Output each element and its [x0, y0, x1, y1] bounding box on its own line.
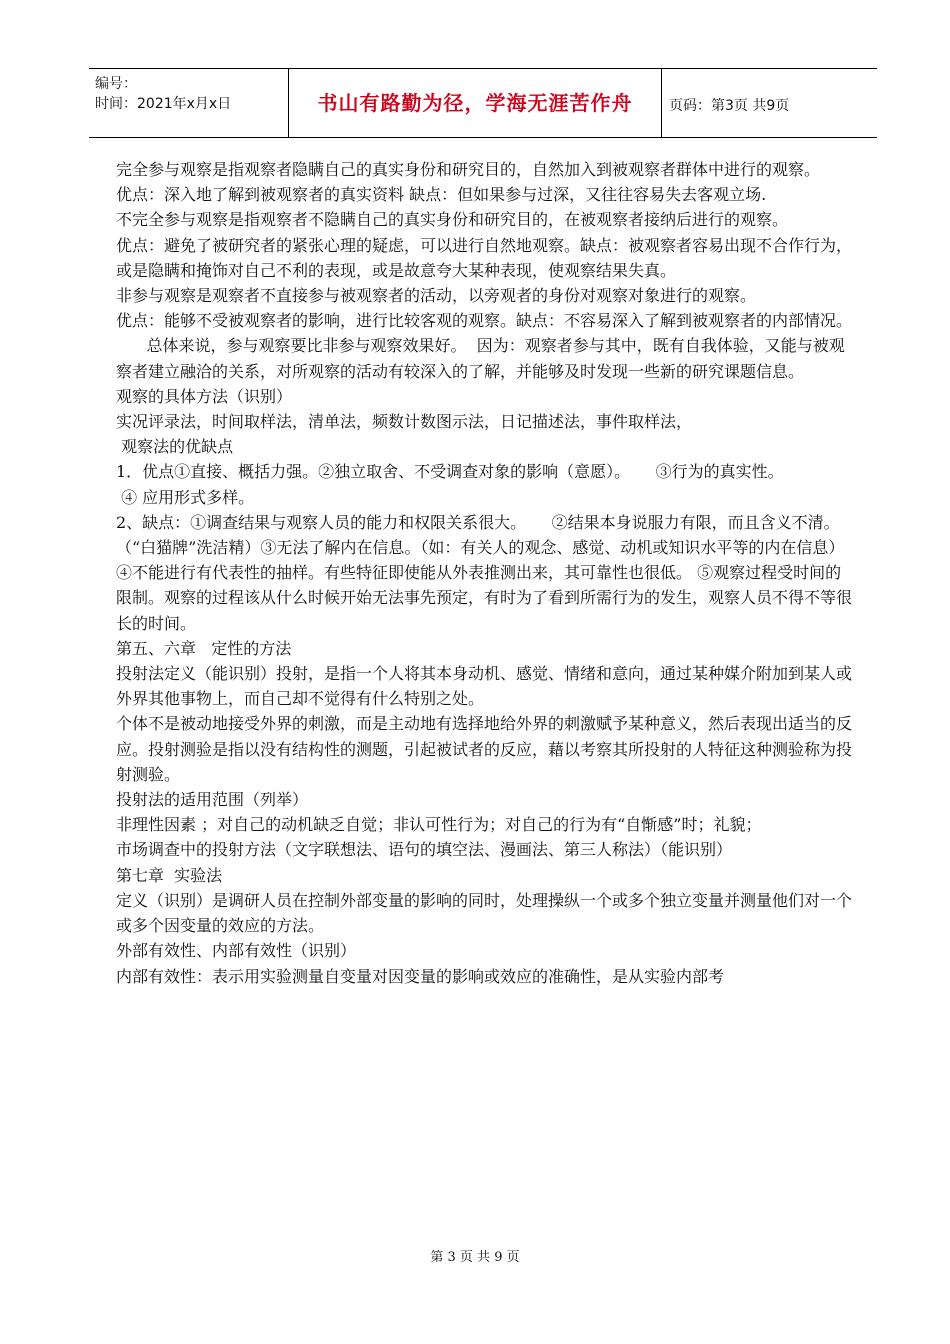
section-heading: 投射法的适用范围（列举） [116, 790, 309, 810]
page-label: 页码：第3页 共9页 [669, 98, 790, 114]
chapter-heading: 第五、六章 定性的方法 [116, 638, 292, 658]
paragraph: 内部有效性：表示用实验测量自变量对因变量的影响或效应的准确性，是从实验内部考 [116, 966, 725, 986]
paragraph: 完全参与观察是指观察者隐瞒自己的真实身份和研究目的，自然加入到被观察者群体中进行的观察。 [116, 160, 821, 179]
paragraph: 市场调查中的投射方法（文字联想法、语句的填空法、漫画法、第三人称法）（能识别） [116, 840, 733, 860]
header-motto [288, 69, 662, 137]
paragraph: 实况评录法，时间取样法，清单法，频数计数图示法，日记描述法，事件取样法， [116, 412, 693, 432]
header-page-info [661, 69, 877, 137]
header-meta [89, 69, 287, 137]
chapter-heading: 第七章 实验法 [116, 865, 223, 885]
paragraph: 2、缺点：①调查结果与观察人员的能力和权限关系很大。 ②结果本身说服力有限，而且含义不清。（“白猫牌”洗洁精）③无法了解内在信息。（如：有关人的观念、感觉、动机或知识水平等的内在信息） ④不能进行有代表性的抽样。有些特征即使能从外表推测出来，其可靠性也很低。 ⑤观察过程受时间的限制。观察的过程该从什么时候开始无法事先预定，有时为了看到所需行为的发生，观察人员不得不等很长的时间。 [116, 512, 853, 633]
section-heading: 外部有效性、内部有效性（识别） [116, 941, 357, 961]
paragraph: 总体来说，参与观察要比非参与观察效果好。 因为：观察者参与其中，既有自我体验，又能与被观察者建立融洽的关系，对所观察的活动有较深入的了解，并能够及时发现一些新的研究课题信息。 [116, 336, 845, 381]
paragraph: 优点：深入地了解到被观察者的真实资料 缺点：但如果参与过深，又往往容易失去客观立场. [116, 185, 767, 205]
paragraph: 定义（识别）是调研人员在控制外部变量的影响的同时，处理操纵一个或多个独立变量并测量他们对一个或多个因变量的效应的方法。 [116, 890, 853, 936]
paragraph: 优点：避免了被研究者的紧张心理的疑虑，可以进行自然地观察。缺点：被观察者容易出现不合作行为，或是隐瞒和掩饰对自己不利的表现，或是故意夸大某种表现，使观察结果失真。 [116, 235, 853, 280]
paragraph: 投射法定义（能识别）投射，是指一个人将其本身动机、感觉、情绪和意向，通过某种媒介附加到某人或外界其他事物上，而自己却不觉得有什么特别之处。 [116, 664, 853, 709]
motto-text: 书山有路勤为径，学海无涯苦作舟 [317, 91, 633, 115]
page-header [89, 68, 877, 138]
document-body [116, 157, 856, 989]
paragraph: 不完全参与观察是指观察者不隐瞒自己的真实身份和研究目的，在被观察者接纳后进行的观察。 [116, 210, 789, 230]
section-heading: 观察法的优缺点 [116, 437, 234, 457]
paragraph: 优点：能够不受被观察者的影响，进行比较客观的观察。缺点：不容易深入了解到被观察者的内部情况。 [116, 311, 853, 331]
paragraph: 个体不是被动地接受外界的刺激，而是主动地有选择地给外界的刺激赋予某种意义，然后表现出适当的反应。投射测验是指以没有结构性的测题，引起被试者的反应，藉以考察其所投射的人特征这种测验称为投射测验。 [116, 714, 853, 784]
page-footer: 第 3 页 共 9 页 [430, 1250, 520, 1265]
paragraph: 非理性因素 ；对自己的动机缺乏自觉；非认可性行为；对自己的行为有“自惭感”时；礼貌； [116, 815, 762, 835]
section-heading: 观察的具体方法（识别） [116, 386, 293, 406]
paragraph: 非参与观察是观察者不直接参与被观察者的活动，以旁观者的身份对观察对象进行的观察。 [116, 286, 757, 306]
number-label: 编号： [95, 76, 137, 92]
paragraph: 1．优点①直接、概括力强。②独立取舍、不受调查对象的影响（意愿）。 ③行为的真实性。 [116, 462, 784, 482]
paragraph: ④ 应用形式多样。 [116, 487, 255, 507]
time-label: 时间：2021年x月x日 [95, 96, 232, 112]
